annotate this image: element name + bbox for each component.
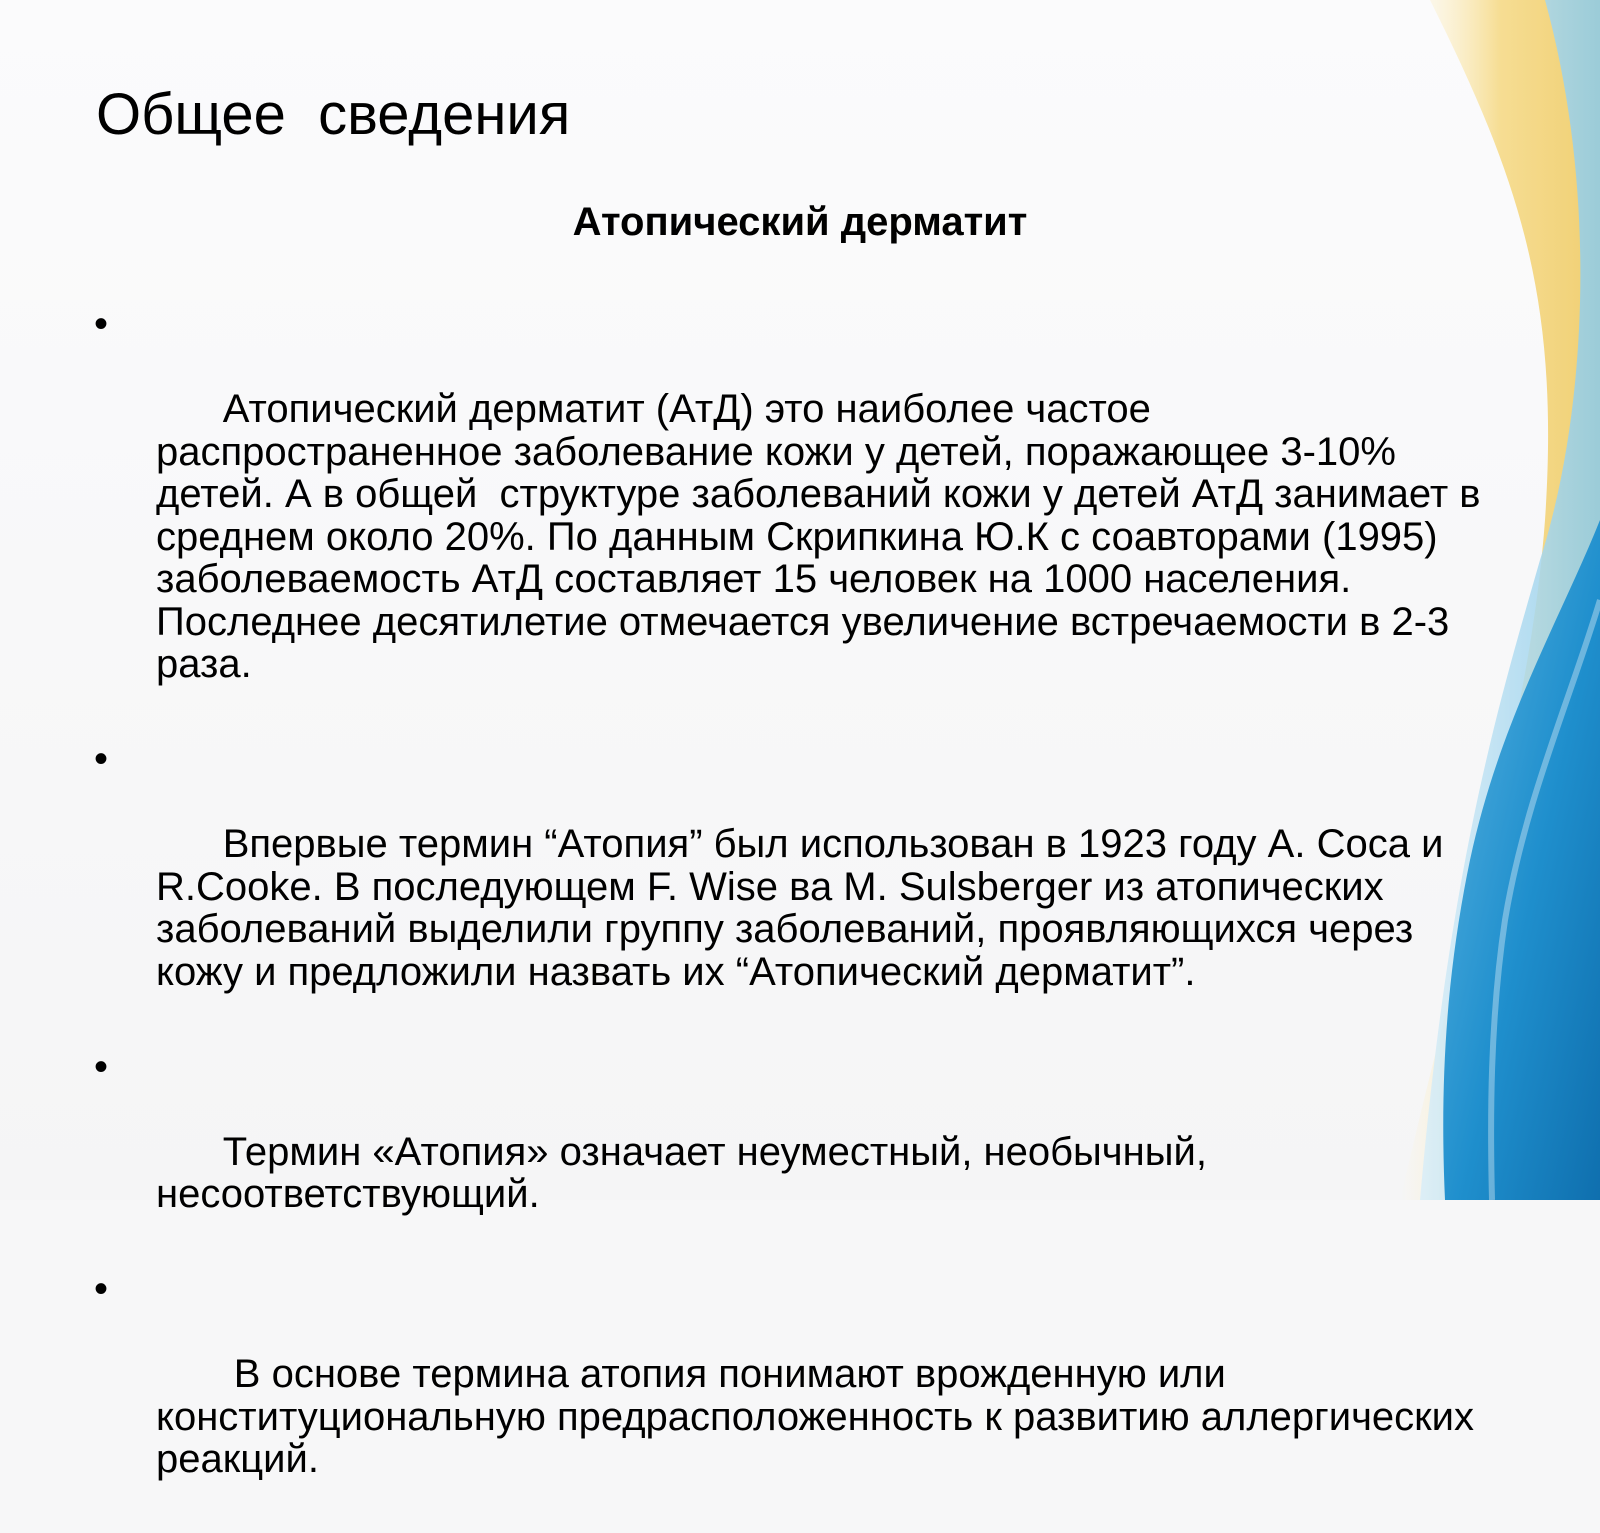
slide-subtitle: Атопический дерматит (572, 200, 1028, 244)
bullet-item (94, 302, 1496, 728)
bullet-text: Атопический дерматит (АтД) это наиболее частое распространенное заболевание кожи у детей, поражающее 3-10% детей. А в общей структуре заболеваний кожи у детей АтД занимает в среднем около 20%. По данным Скрипкина Ю.К с соавторами (1995) заболеваемость АтД составляет 15 человек на 1000 населения. Последнее десятилетие отмечается увеличение встречаемости в 2-3 раза. (156, 387, 1492, 686)
bullet-item (94, 737, 1496, 1036)
bullet-list (94, 302, 1496, 1533)
bullet-text: Термин «Атопия» означает неуместный, необычный, несоответствующий. (156, 1129, 1219, 1216)
slide-title: Общее сведения (96, 82, 571, 147)
bullet-item (94, 1044, 1496, 1259)
bullet-marker: • (94, 1044, 109, 1089)
bullet-marker: • (94, 1267, 109, 1311)
bullet-item (94, 1267, 1496, 1523)
bullet-marker: • (94, 302, 109, 346)
bullet-marker: • (94, 737, 109, 781)
bullet-text: В основе термина атопия понимают врожденную или конституциональную предрасположенность к развитию аллергических реакций. (156, 1352, 1486, 1481)
bullet-text: Впервые термин “Атопия” был использован в 1923 году A. Coca и R.Cooke. В последующем F. Wise ва M. Sulsberger из атопических заболеваний выделили группу заболеваний, проявляющихся через кожу и предложили назвать их “Атопический дерматит”. (156, 822, 1455, 994)
